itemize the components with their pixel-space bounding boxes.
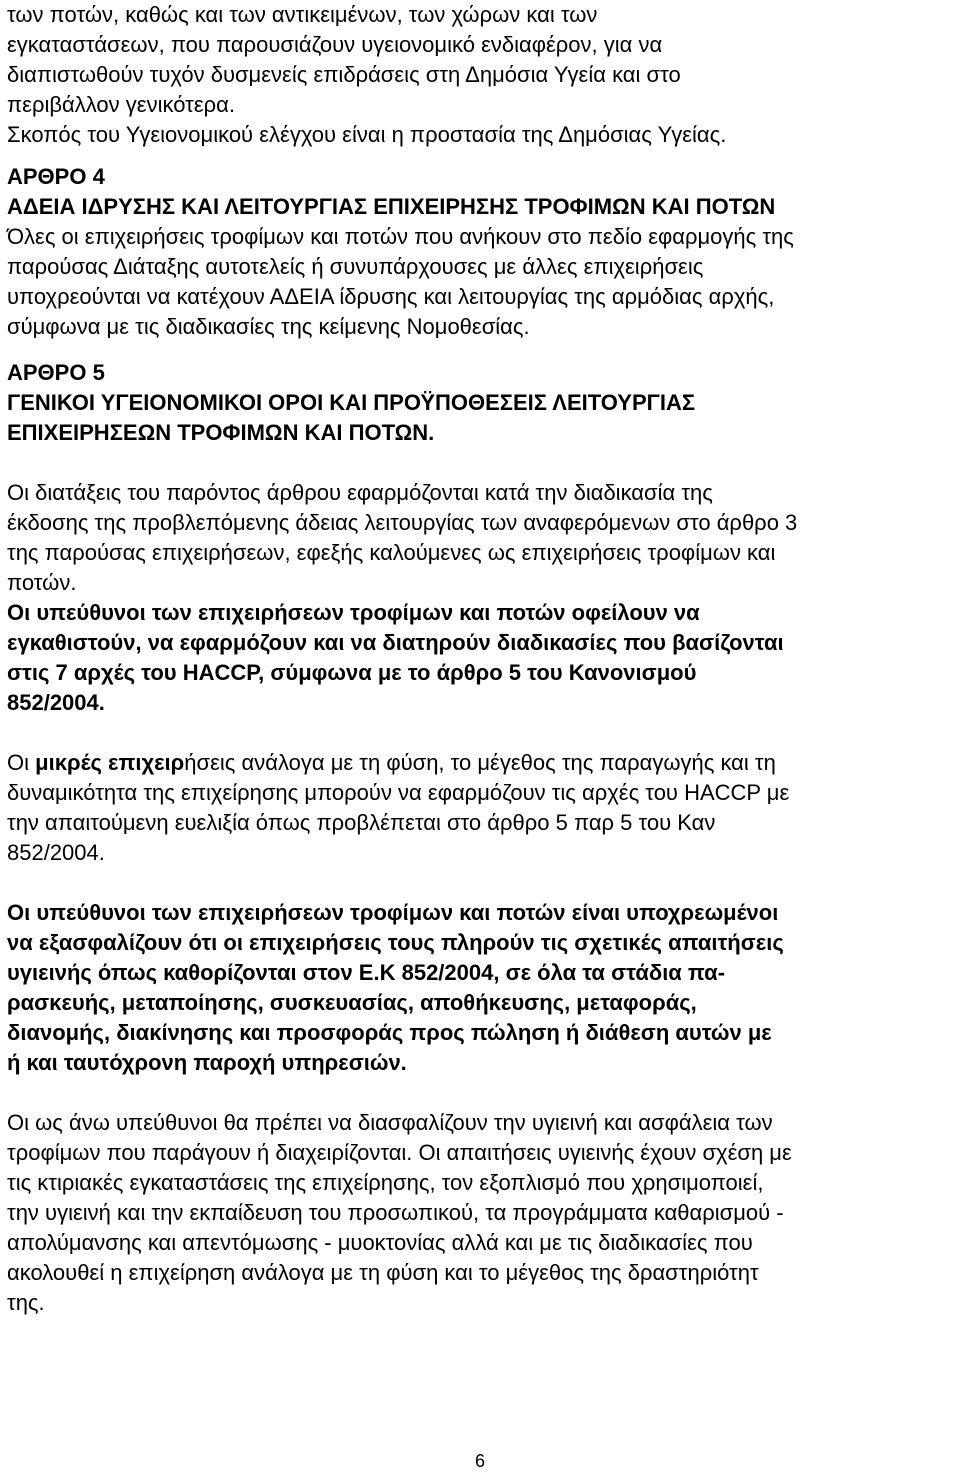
article-4-section [7, 162, 957, 342]
page-number: 6 [474, 1451, 485, 1471]
intro-paragraph: των ποτών, καθώς και των αντικειμένων, των χώρων και των εγκαταστάσεων, που παρουσιάζουν υγειονομικό ενδιαφέρον, για να διαπιστωθούν τυχόν δυσμενείς επιδράσεις στη Δημόσια Υγεία και στο περιβάλλον γενικότερα. Σκοπός του Υγειονομικού ελέγχου είναι η προστασία της Δημόσιας Υγείας. [7, 2, 727, 147]
article-5-paragraph-1: Οι διατάξεις του παρόντος άρθρου εφαρμόζονται κατά την διαδικασία της έκδοσης της προβλεπόμενης άδειας λειτουργίας των αναφερόμενων στο άρθρο 3 της παρούσας επιχειρήσεων, εφεξής καλούμενες ως επιχειρήσεις τροφίμων και ποτών. [7, 480, 798, 595]
article-5-title: ΓΕΝΙΚΟΙ ΥΓΕΙΟΝΟΜΙΚΟΙ ΟΡΟΙ ΚΑΙ ΠΡΟΫΠΟΘΕΣΕΙΣ ΛΕΙΤΟΥΡΓΙΑΣ ΕΠΙΧΕΙΡΗΣΕΩΝ ΤΡΟΦΙΜΩΝ ΚΑΙ ΠΟΤΩΝ. [7, 390, 696, 445]
article-5-number: ΑΡΘΡΟ 5 [7, 360, 105, 385]
para3-bold-phrase: μικρές επιχειρ [35, 750, 185, 775]
article-5-paragraph-2: Οι υπεύθυνοι των επιχειρήσεων τροφίμων και ποτών οφείλουν να εγκαθιστούν, να εφαρμόζουν και να διατηρούν διαδικασίες που βασίζονται στις 7 αρχές του HACCP, σύμφωνα με το άρθρο 5 του Κανονισμού 852/2004. [7, 600, 784, 715]
article-5-section [7, 358, 957, 1318]
document-page [7, 0, 957, 1318]
article-5-paragraph-4: Οι υπεύθυνοι των επιχειρήσεων τροφίμων και ποτών είναι υποχρεωμένοι να εξασφαλίζουν ότι οι επιχειρήσεις τους πληρούν τις σχετικές απαιτήσεις υγιεινής όπως καθορίζονται στον Ε.Κ 852/2004, σε όλα τα στάδια πα- ρασκευής, μεταποίησης, συσκευασίας, αποθήκευσης, μεταφοράς, διανομής, διακίνησης και προσφοράς προς πώληση ή διάθεση αυτών με ή και ταυτόχρονη παροχή υπηρεσιών. [7, 900, 784, 1075]
article-4-body: Όλες οι επιχειρήσεις τροφίμων και ποτών που ανήκουν στο πεδίο εφαρμογής της παρούσας Διάταξης αυτοτελείς ή συνυπάρχουσες με άλλες επιχειρήσεις υποχρεούνται να κατέχουν ΑΔΕΙΑ ίδρυσης και λειτουργίας της αρμόδιας αρχής, σύμφωνα με τις διαδικασίες της κείμενης Νομοθεσίας. [7, 224, 794, 339]
para3-suffix: ήσεις [184, 750, 236, 775]
para3-rest: ανάλογα με τη φύση, το μέγεθος της παραγωγής και τη δυναμικότητα της επιχείρησης μπορούν να εφαρμόζουν τις αρχές του HACCP με την απαιτούμενη ευελιξία όπως προβλέπεται στο άρθρο 5 παρ 5 του Καν 852/2004. [7, 750, 790, 865]
article-4-number: ΑΡΘΡΟ 4 [7, 164, 105, 189]
article-5-paragraph-3 [7, 748, 957, 868]
article-4-title: ΑΔΕΙΑ ΙΔΡΥΣΗΣ ΚΑΙ ΛΕΙΤΟΥΡΓΙΑΣ ΕΠΙΧΕΙΡΗΣΗΣ ΤΡΟΦΙΜΩΝ ΚΑΙ ΠΟΤΩΝ [7, 194, 776, 219]
para3-lead: Οι [7, 750, 36, 775]
article-5-paragraph-5: Οι ως άνω υπεύθυνοι θα πρέπει να διασφαλίζουν την υγιεινή και ασφάλεια των τροφίμων που παράγουν ή διαχειρίζονται. Οι απαιτήσεις υγιεινής έχουν σχέση με τις κτιριακές εγκαταστάσεις της επιχείρησης, τον εξοπλισμό που χρησιμοποιεί, την υγιεινή και την εκπαίδευση του προσωπικού, τα προγράμματα καθαρισμού - απολύμανσης και απεντόμωσης - μυοκτονίας αλλά και με τις διαδικασίες που ακολουθεί η επιχείρηση ανάλογα με τη φύση και το μέγεθος της δραστηριότητ της. [7, 1110, 792, 1315]
